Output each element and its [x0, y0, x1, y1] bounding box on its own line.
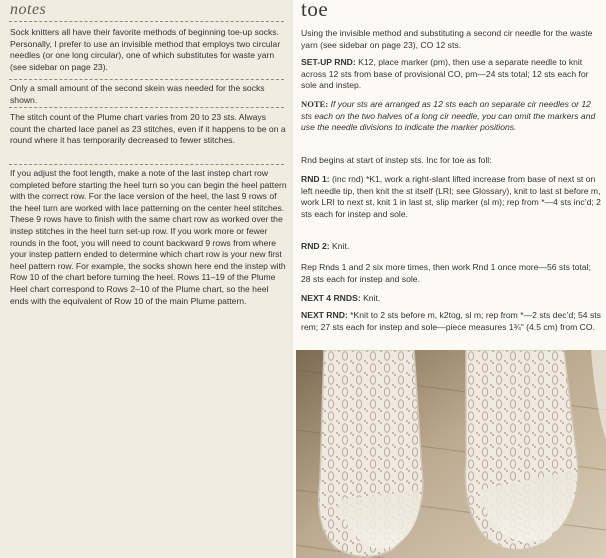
- notes-title: notes: [10, 1, 47, 18]
- toe-setup-rnd: [301, 57, 601, 92]
- toe-next-4-rnds: [301, 293, 601, 305]
- notes-divider: [9, 107, 284, 108]
- rnd-1-text: (inc rnd) *K1, work a right-slant lifted increase from base of next st on left needle tip, then knit the st itself (LRI; see Glossary), knit to last st before m, work LRI to next st, knit 1 in last st, slip marker (sl m); rep from *—4 sts inc’d; 2 sts each for instep and sole.: [301, 174, 601, 219]
- toe-next-rnd: [301, 310, 601, 333]
- setup-rnd-text: K12, place marker (pm), then use a separate needle to knit across 12 sts from base of provisional CO, pm—24 sts total; 12 sts each for sole and instep.: [301, 57, 589, 91]
- toe-section-title: toe: [301, 0, 329, 21]
- notes-paragraph-1: Sock knitters all have their favorite methods of beginning toe-up socks. Personally, I prefer to use an invisible method that employs two circular needles (or one long circular), one of which substitutes for waste yarn (see sidebar on page 23).: [10, 27, 281, 72]
- next-4-rnds-text: Knit.: [360, 293, 381, 303]
- note-text: If your sts are arranged as 12 sts each on separate cir needles or 12 sts each on the two halves of a long cir needle, you can omit the markers and use the needle divisions to indicate the marker positions.: [301, 99, 596, 133]
- lace-socks-illustration: [296, 350, 606, 558]
- notes-divider: [9, 79, 284, 80]
- setup-rnd-label: SET-UP RND:: [301, 57, 356, 67]
- next-rnd-text: *Knit to 2 sts before m, k2tog, sl m; rep from *—2 sts dec’d; 54 sts rem; 27 sts each for instep and sole—piece measures 1¾" (4.5 cm) from CO.: [301, 310, 601, 332]
- toe-rnd-1: [301, 174, 601, 220]
- next-rnd-label: NEXT RND:: [301, 310, 348, 320]
- lace-socks-photo: [296, 350, 606, 558]
- notes-paragraph-4: If you adjust the foot length, make a note of the last instep chart row completed before starting the heel turn so you can begin the heel pattern with the correct row. For the lace version of the heel, the last 9 rows of the heel turn are worked with lace patterning on the center heel stitches. These 9 rows have to finish with the same chart row as worked over the instep stitches in the heel turn set-up row. If you work more or fewer rounds in the foot, you will need to count backward 9 rows from where your instep pattern ended to determine which chart row is your new first heel pattern row. For example, the socks shown here end the instep with Row 10 of the chart before turning the heel. Rows 11–19 of the Plume Heel chart correspond to Rows 2–10 of the Plume chart, so the heel ends with the equivalent of Row 10 of the main Plume pattern.: [10, 168, 287, 306]
- toe-rnd-2: [301, 241, 601, 253]
- notes-divider: [9, 164, 284, 165]
- rnd-2-label: RND 2:: [301, 241, 330, 251]
- next-4-rnds-label: NEXT 4 RNDS:: [301, 293, 361, 303]
- notes-top-rule: [9, 21, 284, 22]
- note-label: NOTE:: [301, 99, 329, 109]
- notes-paragraph-3: The stitch count of the Plume chart varies from 20 to 23 sts. Always count the charted lace panel as 23 stitches, even if it happens to be on a round where it has temporarily decreased to fewer stitches.: [10, 112, 286, 146]
- toe-repeat: Rep Rnds 1 and 2 six more times, then work Rnd 1 once more—56 sts total; 28 sts each for instep and sole.: [301, 262, 591, 284]
- toe-intro: Using the invisible method and substituting a second cir needle for the waste yarn (see sidebar on page 23), CO 12 sts.: [301, 28, 593, 50]
- rnd-2-text: Knit.: [329, 241, 350, 251]
- notes-paragraph-2: Only a small amount of the second skein was needed for the socks shown.: [10, 83, 265, 105]
- notes-sidebar: [0, 0, 293, 558]
- toe-note: [301, 99, 601, 134]
- toe-rnd-begins: Rnd begins at start of instep sts. Inc for toe as foll:: [301, 155, 492, 165]
- rnd-1-label: RND 1:: [301, 174, 330, 184]
